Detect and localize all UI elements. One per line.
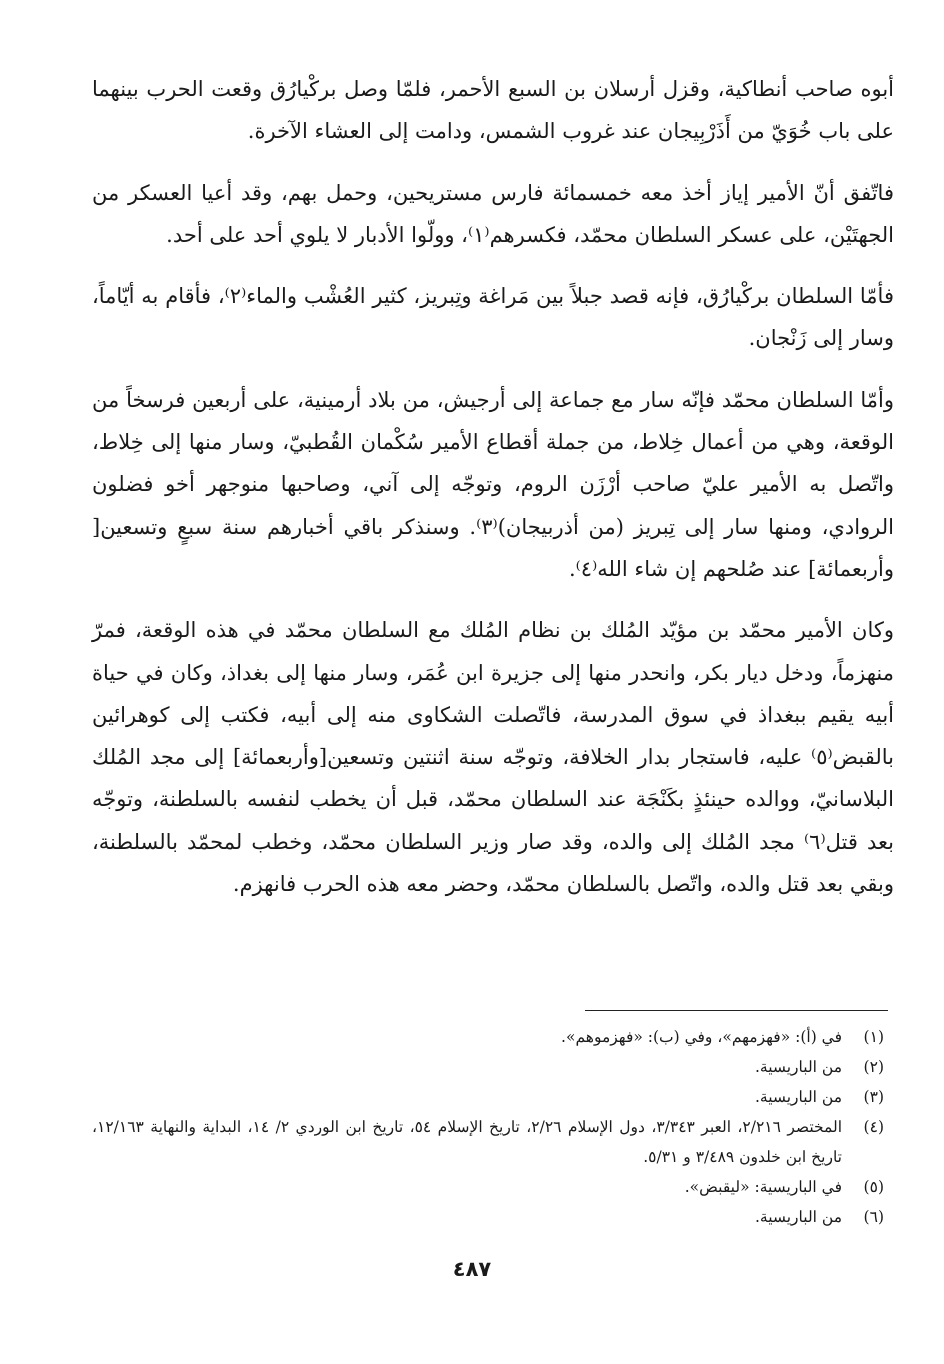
footnote-number: (٣) <box>863 1088 884 1106</box>
main-text <box>92 68 894 924</box>
footnote-text: في الباريسية: «ليقبض». <box>684 1178 842 1196</box>
footnote-number: (١) <box>863 1028 884 1046</box>
footnote-number: (٢) <box>863 1058 884 1076</box>
paragraph-2: فاتّفق أنّ الأمير إياز أخذ معه خمسمائة فارس مستريحين، وحمل بهم، وقد أعيا العسكر من الجهتَيْن، على عسكر السلطان محمّد، فكسرهم⁽١⁾، وولّوا الأدبار لا يلوي أحد على أحد. <box>92 180 894 247</box>
footnotes <box>92 1022 888 1232</box>
footnote <box>92 1202 888 1232</box>
paragraph-1: أبوه صاحب أنطاكية، وقزل أرسلان بن السبع الأحمر، فلمّا وصل برکْيارُق وقعت الحرب بينهما على باب خُوَيّ من أَذَرْبِيجان عند غروب الشمس، ودامت إلى العشاء الآخرة. <box>92 77 894 144</box>
footnote-text: المختصر ٢/٢١٦، العبر ٣/٣٤٣، دول الإسلام ٢/٢٦، تاريخ الإسلام ٥٤، تاريخ ابن الوردي ٢/ ١٤، البداية والنهاية ١٢/١٦٣، تاريخ ابن خلدون ٣/٤٨٩ و ٥/٣١. <box>92 1118 843 1166</box>
footnote <box>92 1052 888 1082</box>
footnote-number: (٥) <box>863 1178 884 1196</box>
paragraph-5: وكان الأمير محمّد بن مؤيّد المُلك بن نظام المُلك مع السلطان محمّد في هذه الوقعة، فمرّ منهزماً، ودخل ديار بكر، وانحدر منها إلى جزيرة ابن عُمَر، وسار منها إلى بغداذ، وكان في حياة أبيه يقيم ببغداذ في سوق المدرسة، فاتّصلت الشكاوى منه إلى أبيه، فكتب إلى كوهرائين بالقبض⁽٥⁾ عليه، فاستجار بدار الخلافة، وتوجّه سنة اثنتين وتسعين[وأربعمائة] إلى مجد المُلك البلاسانيّ، ووالده حينئذٍ بكَنْجَة عند السلطان محمّد، قبل أن يخطب لنفسه بالسلطنة، وتوجّه بعد قتل⁽٦⁾ مجد المُلك إلى والده، وقد صار وزير السلطان محمّد، وخطب لمحمّد بالسلطنة، وبقي بعد قتل والده، واتّصل بالسلطان محمّد، وحضر معه هذه الحرب فانهزم. <box>92 618 894 897</box>
page-number: ٤٨٧ <box>452 1257 492 1281</box>
paragraph-4: وأمّا السلطان محمّد فإنّه سار مع جماعة إلى أرجيش، من بلاد أرمينية، على أربعين فرسخاً من الوقعة، وهي من أعمال خِلاط، من جملة أقطاع الأمير سُكْمان القُطبيّ، وسار منها إلى خِلاط، واتّصل به الأمير عليّ صاحب أرْزَن الروم، وتوجّه إلى آني، وصاحبها منوجهر أخو فضلون الروادي، ومنها سار إلى تِبريز (من أذربيجان)⁽٣⁾. وسنذكر باقي أخبارهم سنة سبعٍ وتسعين[ وأربعمائة] عند صُلحهم إن شاء الله⁽٤⁾. <box>92 387 894 581</box>
footnote-text: من الباريسية. <box>755 1088 842 1106</box>
footnote-separator <box>585 1010 888 1011</box>
footnote <box>92 1082 888 1112</box>
footnote-text: في (أ): «فهزمهم»، وفي (ب): «فهزموهم». <box>561 1028 842 1046</box>
footnote-text: من الباريسية. <box>755 1058 842 1076</box>
footnote <box>92 1172 888 1202</box>
paragraph-3: فأمّا السلطان بركْيارُق، فإنه قصد جبلاً بين مَراغة وتِبريز، كثير العُشْب والماء⁽٢⁾، فأقام به أيّاماً، وسار إلى زَنْجان. <box>92 284 894 351</box>
footnote <box>92 1112 888 1172</box>
footnote-number: (٤) <box>863 1118 884 1136</box>
footnote <box>92 1022 888 1052</box>
footnote-number: (٦) <box>863 1208 884 1226</box>
footnote-text: من الباريسية. <box>755 1208 842 1226</box>
